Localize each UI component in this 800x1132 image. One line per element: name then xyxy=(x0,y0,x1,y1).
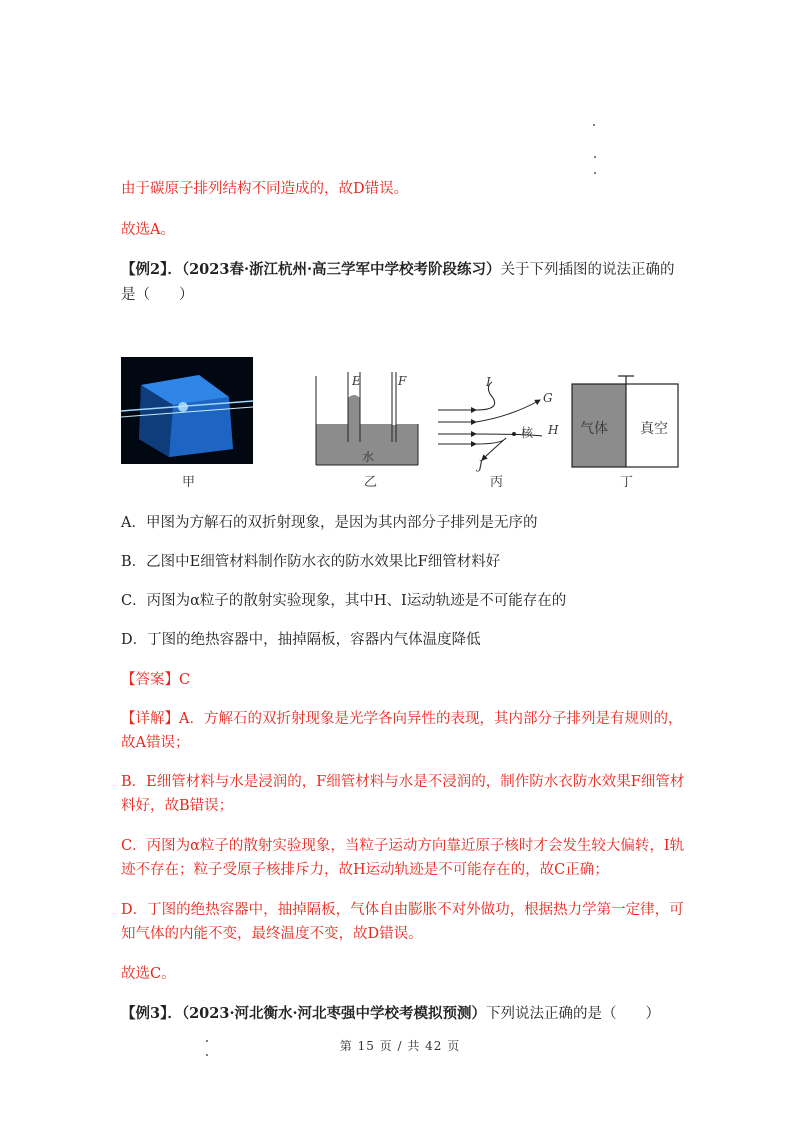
example3-tag: 【例3】． xyxy=(121,1005,182,1022)
prev-conclusion: 故选A。 xyxy=(121,222,175,238)
detail-c-line1: C．丙图为α粒子的散射实验现象，当粒子运动方向靠近原子核时才会发生较大偏转，I轨 xyxy=(121,838,685,854)
detail-c-line2: 迹不存在；粒子受原子核排斥力，故H运动轨迹是不可能存在的，故C正确； xyxy=(121,862,609,878)
path-label-g: G xyxy=(543,391,553,405)
example2-question-part2: 是（ ） xyxy=(121,287,194,303)
vacuum-label: 真空 xyxy=(640,421,668,437)
figure-bing-label: 丙 xyxy=(490,475,504,490)
example2-heading xyxy=(121,258,675,279)
path-label-j: J xyxy=(478,458,483,472)
calcite-crystal-image xyxy=(121,357,253,464)
figure-jia-label: 甲 xyxy=(182,475,196,490)
scan-dot xyxy=(594,156,596,158)
example2-conclusion: 故选C。 xyxy=(121,966,176,982)
figure-ding-label: 丁 xyxy=(620,475,634,490)
page-footer: 第 15 页 / 共 42 页 xyxy=(339,1039,461,1053)
prev-explanation-line: 由于碳原子排列结构不同造成的，故D错误。 xyxy=(121,181,409,197)
tube-label-e: E xyxy=(352,374,361,388)
example3-heading xyxy=(121,1002,660,1023)
figure-yi-label: 乙 xyxy=(364,475,378,490)
detail-d-line2: 知气体的内能不变，最终温度不变，故D错误。 xyxy=(121,926,423,942)
figure-bing-diagram xyxy=(432,376,562,468)
nucleus-label: 核 xyxy=(521,426,534,440)
example2-source: （2023春·浙江杭州·高三学军中学校考阶段练习） xyxy=(181,261,501,278)
example3-question: 下列说法正确的是（ ） xyxy=(486,1006,661,1022)
option-d: D．丁图的绝热容器中，抽掉隔板，容器内气体温度降低 xyxy=(121,632,481,648)
path-label-h: H xyxy=(548,423,559,437)
detail-a-line1: 【详解】A．方解石的双折射现象是光学各向异性的表现，其内部分子排列是有规则的， xyxy=(121,711,683,727)
tube-label-f: F xyxy=(398,374,407,388)
scan-dot xyxy=(206,1054,208,1056)
detail-d-line1: D．丁图的绝热容器中，抽掉隔板，气体自由膨胀不对外做功，根据热力学第一定律，可 xyxy=(121,902,684,918)
scan-dot xyxy=(593,124,595,126)
detail-a-line2: 故A错误； xyxy=(121,735,190,751)
example2-question-part1: 关于下列插图的说法正确的 xyxy=(500,262,675,278)
water-label: 水 xyxy=(362,450,375,464)
gas-label: 气体 xyxy=(580,421,608,437)
example2-tag: 【例2】． xyxy=(121,261,182,278)
alpha-scattering-diagram xyxy=(432,376,562,468)
example3-source: （2023·河北衡水·河北枣强中学校考模拟预测） xyxy=(181,1005,487,1022)
scan-dot xyxy=(594,172,596,174)
detail-b-line1: B．E细管材料与水是浸润的，F细管材料与水是不浸润的，制作防水衣防水效果F细管材 xyxy=(121,774,685,790)
option-b: B．乙图中E细管材料制作防水衣的防水效果比F细管材料好 xyxy=(121,554,501,570)
option-c: C．丙图为α粒子的散射实验现象，其中H、I运动轨迹是不可能存在的 xyxy=(121,593,567,609)
option-a: A．甲图为方解石的双折射现象，是因为其内部分子排列是无序的 xyxy=(121,515,538,531)
answer: 【答案】C xyxy=(121,672,191,688)
detail-b-line2: 料好，故B错误； xyxy=(121,798,234,814)
path-label-i: I xyxy=(486,375,491,389)
figure-jia-photo xyxy=(121,357,253,464)
